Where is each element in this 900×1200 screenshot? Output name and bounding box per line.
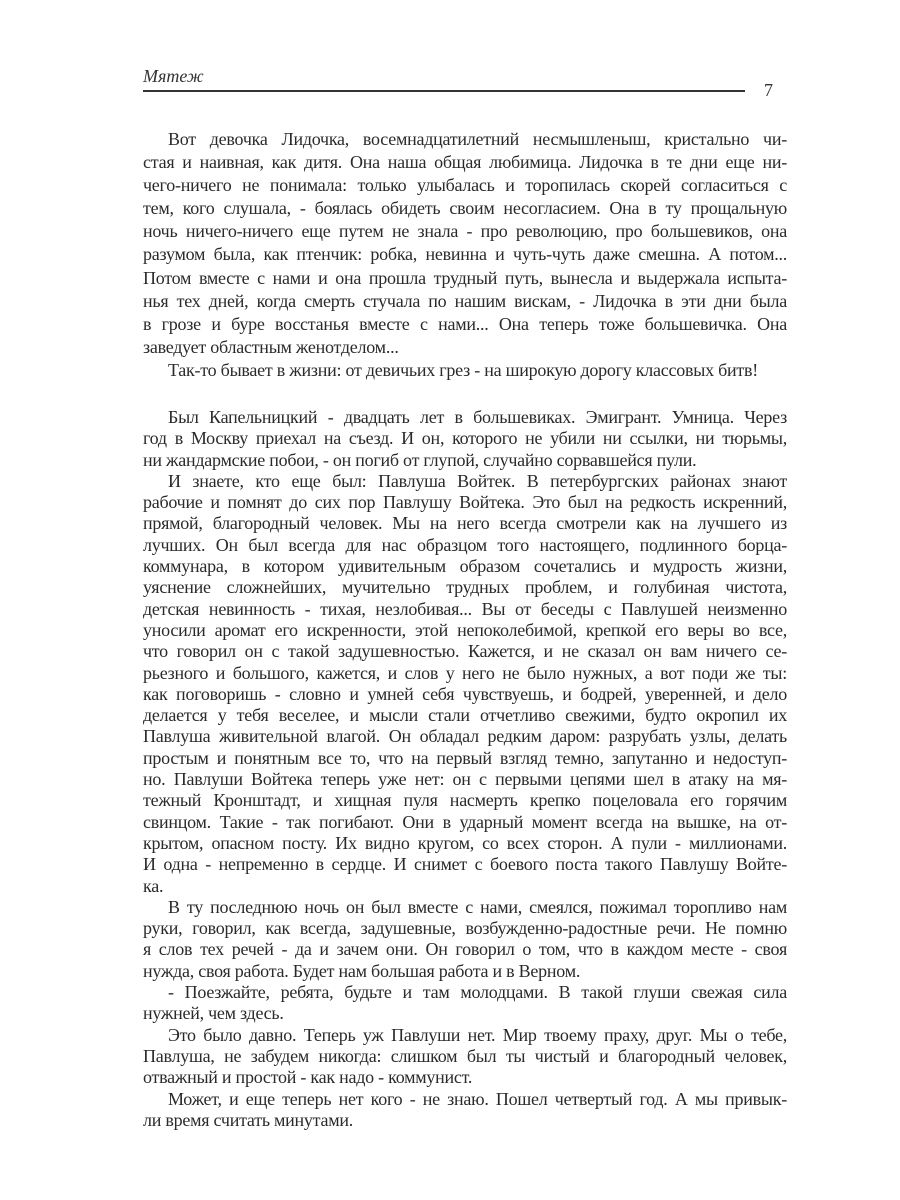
text-line: И знаете, кто еще был: Павлуша Войтек. В петербургских районах знают bbox=[168, 470, 787, 491]
paragraph bbox=[143, 1089, 787, 1132]
text-line: год в Москву приехал на съезд. И он, которого не убили ни ссылки, ни тюрьмы, bbox=[143, 428, 787, 449]
text-line: нужней, чем здесь. bbox=[143, 1003, 284, 1024]
text-line: Может, и еще теперь нет кого - не знаю. Пошел четвертый год. А мы привык- bbox=[168, 1088, 787, 1109]
text-line: прямой, благородный человек. Мы на него всегда смотрели как на лучшего из bbox=[143, 513, 787, 534]
text-line: заведует областным женотделом... bbox=[143, 336, 399, 357]
text-line: Так-то бывает в жизни: от девичьих грез - на широкую дорогу классовых битв! bbox=[168, 359, 758, 380]
text-line: детская невинность - тихая, незлобивая... Вы от беседы с Павлушей неизменно bbox=[143, 598, 787, 619]
text-line: в грозе и буре восстанья вместе с нами... Она теперь тоже большевичка. Она bbox=[143, 313, 787, 334]
paragraph bbox=[143, 407, 787, 471]
paragraph bbox=[143, 471, 787, 897]
text-line: простым и понятным все то, что на первый взгляд темно, запутанно и недоступ- bbox=[143, 747, 787, 768]
paragraph bbox=[143, 1025, 787, 1089]
text-line: что говорил он с такой задушевностью. Кажется, и не сказал он вам ничего се- bbox=[143, 641, 787, 662]
text-line: крытом, опасном посту. Их видно кругом, со всех сторон. А пули - миллионами. bbox=[143, 832, 787, 853]
text-line: коммунара, в котором удивительным образом сочетались и мудрость жизни, bbox=[143, 556, 787, 577]
text-line: чего-ничего не понимала: только улыбалась и торопилась скорей согласиться с bbox=[143, 175, 787, 196]
text-line: ни жандармские побои, - он погиб от глупой, случайно сорвавшейся пули. bbox=[143, 449, 697, 470]
text-line: Потом вместе с нами и она прошла трудный путь, вынесла и выдержала испыта- bbox=[143, 267, 787, 288]
text-line: тежный Кронштадт, и хищная пуля насмерть крепко поцеловала его горячим bbox=[143, 790, 787, 811]
text-line: уносили аромат его искренности, этой непоколебимой, крепкой его веры во все, bbox=[143, 619, 787, 640]
text-line: стая и наивная, как дитя. Она наша общая любимица. Лидочка в те дни еще ни- bbox=[143, 152, 787, 173]
text-line: нья тех дней, когда смерть стучала по нашим вискам, - Лидочка в эти дни была bbox=[143, 290, 787, 311]
text-line: но. Павлуши Войтека теперь уже нет: он с первыми цепями шел в атаку на мя- bbox=[143, 769, 787, 790]
text-line: ка. bbox=[143, 875, 164, 896]
text-line: лучших. Он был всегда для нас образцом того настоящего, подлинного борца- bbox=[143, 534, 787, 555]
text-line: руки, говорил, как всегда, задушевные, возбужденно-радостные речи. Не помню bbox=[143, 918, 787, 939]
page-number: 7 bbox=[764, 80, 773, 100]
text-line: рабочие и помнят до сих пор Павлушу Войтека. Это был на редкость искренний, bbox=[143, 492, 787, 513]
text-line: уяснение сложнейших, мучительно трудных проблем, и голубиная чистота, bbox=[143, 577, 787, 598]
text-line: я слов тех речей - да и зачем они. Он говорил о том, что в каждом месте - своя bbox=[143, 939, 787, 960]
text-line: ночь ничего-ничего еще путем не знала - про революцию, про большевиков, она bbox=[143, 221, 787, 242]
paragraph bbox=[143, 129, 787, 360]
text-block bbox=[143, 129, 787, 383]
text-line: тем, кого слушала, - боялась обидеть своим несогласием. Она в ту прощальную bbox=[143, 198, 787, 219]
text-line: ли время считать минутами. bbox=[143, 1109, 354, 1130]
text-line: отважный и простой - как надо - коммунист. bbox=[143, 1067, 473, 1088]
text-line: Был Капельницкий - двадцать лет в большевиках. Эмигрант. Умница. Через bbox=[168, 407, 787, 427]
text-line: Павлуша, не забудем никогда: слишком был ты чистый и благородный человек, bbox=[143, 1045, 787, 1066]
text-line: свинцом. Такие - так погибают. Они в ударный момент всегда на вышке, на от- bbox=[143, 811, 787, 832]
header-rule bbox=[143, 90, 745, 92]
text-line: нужда, своя работа. Будет нам большая работа и в Верном. bbox=[143, 960, 581, 981]
text-line: Вот девочка Лидочка, восемнадцатилетний несмышленыш, кристально чи- bbox=[168, 129, 787, 149]
text-line: разумом была, как птенчик: робка, невинна и чуть-чуть даже смешна. А потом... bbox=[143, 244, 787, 265]
paragraph bbox=[143, 360, 787, 383]
text-line: делается у тебя веселее, и мысли стали отчетливо свежими, будто окропил их bbox=[143, 705, 787, 726]
paragraph bbox=[143, 897, 787, 982]
text-line: как поговоришь - словно и умней себя чувствуешь, и бодрей, уверенней, и дело bbox=[143, 683, 787, 704]
text-line: Павлуша живительной влагой. Он обладал редким даром: разрубать узлы, делать bbox=[143, 726, 787, 747]
paragraph bbox=[143, 982, 787, 1025]
text-line: В ту последнюю ночь он был вместе с нами, смеялся, пожимал торопливо нам bbox=[168, 896, 787, 917]
text-block bbox=[143, 407, 787, 1131]
text-line: рьезного и большого, кажется, и слов у него не было нужных, а вот поди же ты: bbox=[143, 662, 787, 683]
text-line: Это было давно. Теперь уж Павлуши нет. Мир твоему праху, друг. Мы о тебе, bbox=[168, 1024, 787, 1045]
text-line: И одна - непременно в сердце. И снимет с боевого поста такого Павлушу Войте- bbox=[143, 854, 787, 875]
text-line: - Поезжайте, ребята, будьте и там молодцами. В такой глуши свежая сила bbox=[168, 982, 787, 1003]
running-title: Мятеж bbox=[143, 66, 204, 86]
